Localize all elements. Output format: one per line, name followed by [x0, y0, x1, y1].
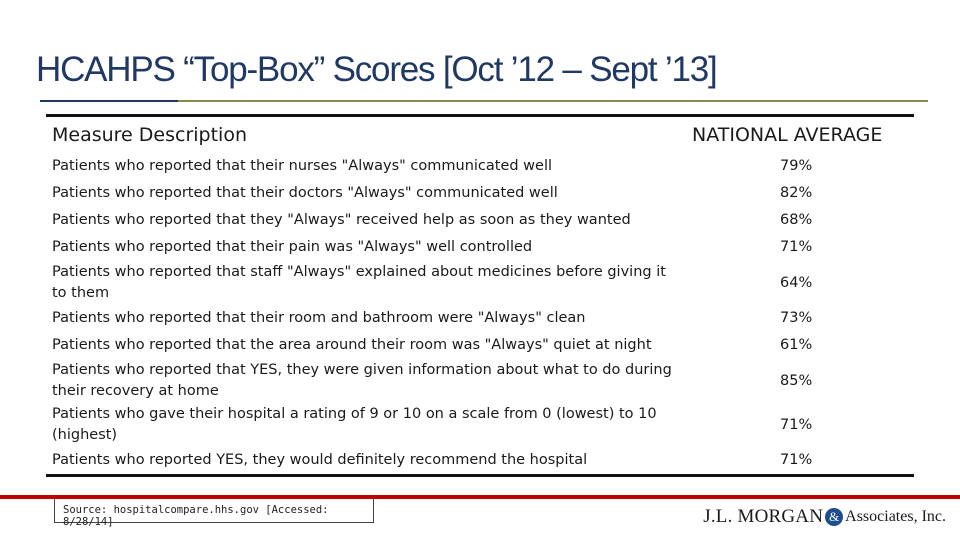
measure-description: Patients who reported that their nurses "Always" communicated well: [52, 158, 553, 174]
table-row: [46, 153, 914, 180]
national-average-value: 79%: [780, 158, 813, 174]
scores-table: [46, 114, 914, 477]
logo-suffix: Associates, Inc.: [845, 508, 946, 525]
table-row: [46, 180, 914, 207]
measure-description: Patients who reported that staff "Always" explained about medicines before giving it to them: [52, 264, 666, 301]
national-average-value: 71%: [780, 239, 813, 255]
measure-description: Patients who reported that YES, they were given information about what to do during their recovery at home: [52, 362, 672, 399]
measure-description: Patients who reported that their pain was "Always" well controlled: [52, 239, 533, 255]
column-header-national-average: NATIONAL AVERAGE: [692, 124, 883, 146]
table-row: [46, 332, 914, 359]
column-header-description: Measure Description: [52, 124, 248, 146]
logo-name: J.L. MORGAN: [703, 506, 824, 527]
table-row: [46, 305, 914, 332]
measure-description: Patients who reported that their room and bathroom were "Always" clean: [52, 310, 586, 326]
national-average-value: 85%: [780, 372, 813, 389]
table-row: [46, 261, 914, 305]
measure-description: Patients who reported that the area around their room was "Always" quiet at night: [52, 337, 652, 353]
national-average-value: 64%: [780, 274, 813, 291]
title-underline-accent: [40, 100, 178, 102]
table-row: [46, 447, 914, 474]
table-row: [46, 359, 914, 403]
table-row: [46, 234, 914, 261]
measure-description: Patients who reported YES, they would definitely recommend the hospital: [52, 452, 588, 468]
national-average-value: 61%: [780, 337, 813, 353]
measure-description: Patients who reported that they "Always" received help as soon as they wanted: [52, 212, 631, 228]
logo-ampersand-icon: &: [825, 508, 843, 526]
national-average-value: 73%: [780, 310, 813, 326]
national-average-value: 71%: [780, 452, 813, 468]
national-average-value: 71%: [780, 416, 813, 433]
measure-description: Patients who reported that their doctors "Always" communicated well: [52, 185, 558, 201]
table-row: [46, 403, 914, 447]
measure-description: Patients who gave their hospital a rating of 9 or 10 on a scale from 0 (lowest) to 10 (highest): [52, 406, 657, 443]
national-average-value: 82%: [780, 185, 813, 201]
company-logo: [703, 506, 946, 528]
national-average-value: 68%: [780, 212, 813, 228]
table-row: [46, 207, 914, 234]
source-citation: Source: hospitalcompare.hhs.gov [Accessed: 8/28/14]: [54, 499, 374, 523]
page-title: HCAHPS “Top-Box” Scores [Oct ’12 – Sept ’13]: [36, 50, 717, 89]
table-header: [46, 117, 914, 153]
